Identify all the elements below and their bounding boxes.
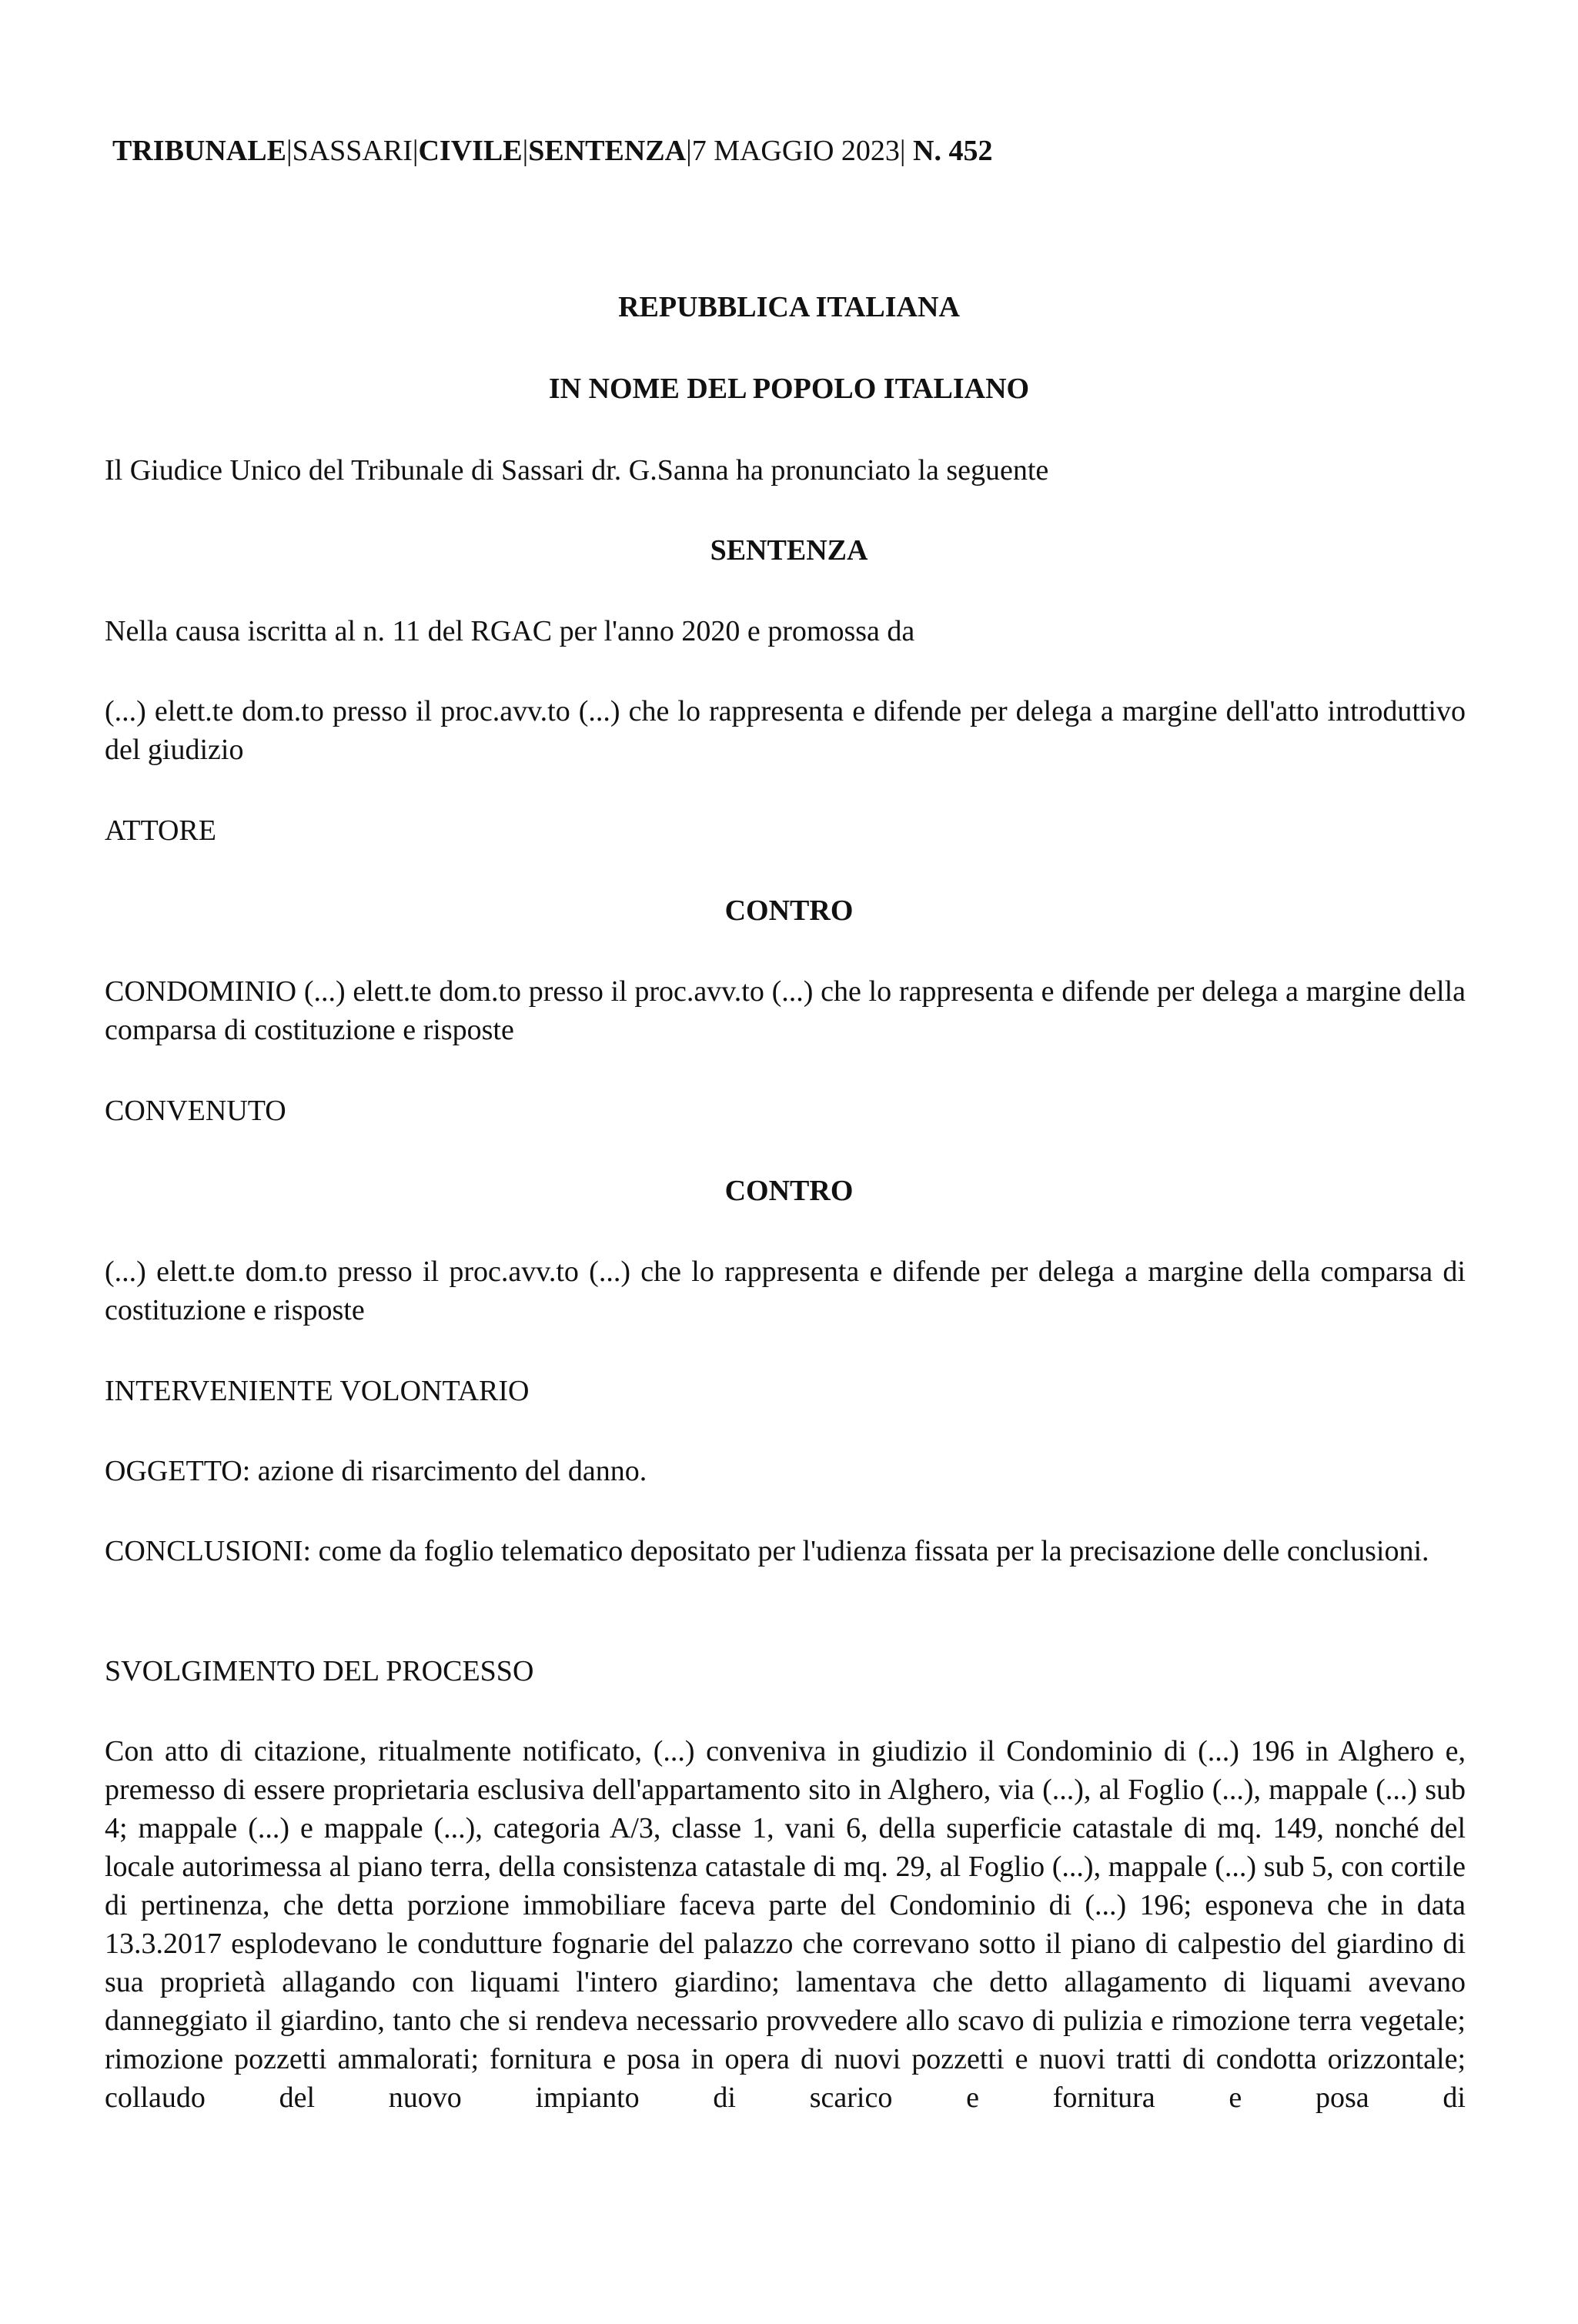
title-repubblica: REPUBBLICA ITALIANA: [618, 291, 960, 323]
header-date: 7 MAGGIO 2023: [691, 135, 900, 167]
header-separator: |: [286, 135, 293, 167]
attore-label: ATTORE: [105, 814, 216, 847]
sentenza-heading: SENTENZA: [710, 534, 868, 567]
header-separator: |: [686, 135, 692, 167]
svolgimento-heading: SVOLGIMENTO DEL PROCESSO: [105, 1655, 534, 1687]
contro-heading: CONTRO: [724, 1175, 854, 1207]
header-separator: |: [899, 135, 906, 167]
header-separator: |: [522, 135, 529, 167]
oggetto-text: OGGETTO: azione di risarcimento del danno.: [105, 1455, 647, 1487]
causa-text: Nella causa iscritta al n. 11 del RGAC per l'anno 2020 e promossa da: [105, 615, 915, 647]
attore-description: (...) elett.te dom.to presso il proc.avv.to (...) che lo rappresenta e difende per delega a margine dell'atto introduttivo del giudizio: [105, 695, 1466, 766]
document-header: [112, 132, 992, 169]
header-tribunale: TRIBUNALE: [112, 135, 286, 167]
header-number: N. 452: [905, 135, 993, 167]
header-sassari: SASSARI: [292, 135, 413, 167]
conclusioni-text: CONCLUSIONI: come da foglio telematico depositato per l'udienza fissata per la precisazione delle conclusioni.: [105, 1535, 1429, 1567]
header-civile: CIVILE: [418, 135, 523, 167]
header-separator: |: [412, 135, 419, 167]
contro-heading: CONTRO: [724, 894, 854, 927]
convenuto-label: CONVENUTO: [105, 1095, 286, 1127]
interveniente-label: INTERVENIENTE VOLONTARIO: [105, 1375, 530, 1407]
svolgimento-text: Con atto di citazione, ritualmente notificato, (...) conveniva in giudizio il Condominio di (...) 196 in Alghero e, premesso di essere proprietaria esclusiva dell'appartamento sito in Alghero, via (...), al Foglio (...), mappale (...) sub 4; mappale (...) e mappale (...), categoria A/3, classe 1, vani 6, della superficie catastale di mq. 149, nonché del locale autorimessa al piano terra, della consistenza catastale di mq. 29, al Foglio (...), mappale (...) sub 5, con cortile di pertinenza, che detta porzione immobiliare faceva parte del Condominio di (...) 196; esponeva che in data 13.3.2017 esplodevano le condutture fognarie del palazzo che correvano sotto il piano di calpestio del giardino di sua proprietà allagando con liquami l'intero giardino; lamentava che detto allagamento di liquami avevano danneggiato il giardino, tanto che si rendeva necessario provvedere allo scavo di pulizia e rimozione terra vegetale; rimozione pozzetti ammalorati; fornitura e posa in opera di nuovi pozzetti e nuovi tratti di condotta orizzontale; collaudo del nuovo impianto di scarico e fornitura e posa di: [105, 1735, 1466, 2114]
intro-text: Il Giudice Unico del Tribunale di Sassari dr. G.Sanna ha pronunciato la seguente: [105, 454, 1049, 487]
header-sentenza: SENTENZA: [528, 135, 687, 167]
interveniente-description: (...) elett.te dom.to presso il proc.avv.to (...) che lo rappresenta e difende per delega a margine della comparsa di costituzione e risposte: [105, 1256, 1466, 1326]
convenuto-description: CONDOMINIO (...) elett.te dom.to presso il proc.avv.to (...) che lo rappresenta e difende per delega a margine della comparsa di costituzione e risposte: [105, 975, 1466, 1046]
title-popolo: IN NOME DEL POPOLO ITALIANO: [548, 373, 1030, 405]
